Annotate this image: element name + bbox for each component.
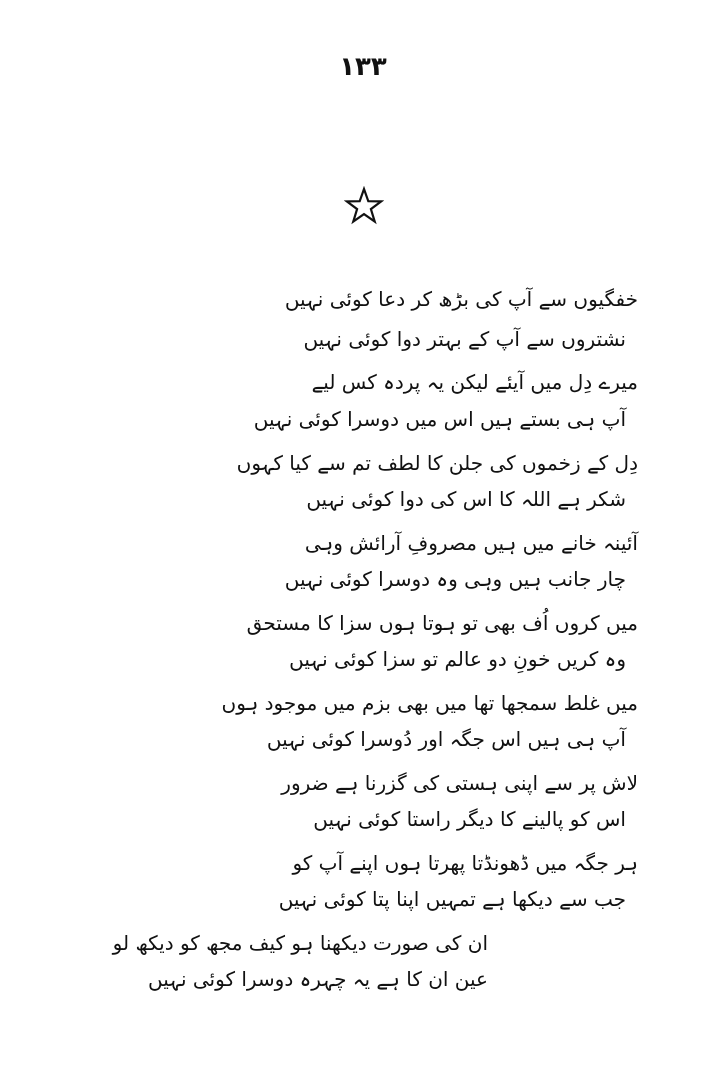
verse-line: دِل کے زخموں کی جلن کا لطف تم سے کیا کہوں (236, 451, 638, 475)
verse-line: اس کو پالینے کا دیگر راستا کوئی نہیں (313, 807, 626, 831)
verse-line: میں غلط سمجھا تھا میں بھی بزم میں موجود ہوں (221, 691, 638, 715)
verse-line: ہر جگہ میں ڈھونڈتا پھرتا ہوں اپنے آپ کو (292, 851, 638, 875)
star-ornament-icon (344, 186, 384, 226)
verse-line: آپ ہی ہیں اس جگہ اور دُوسرا کوئی نہیں (266, 727, 626, 751)
verse-line: وہ کریں خونِ دو عالم تو سزا کوئی نہیں (289, 647, 626, 671)
verse-line: لاش پر سے اپنی ہستی کی گزرنا ہے ضرور (281, 771, 638, 795)
verse-line: شکر ہے اللہ کا اس کی دوا کوئی نہیں (306, 487, 626, 511)
verse-line: عین ان کا ہے یہ چہرہ دوسرا کوئی نہیں (147, 967, 488, 991)
verse-line: آپ ہی بستے ہیں اس میں دوسرا کوئی نہیں (253, 407, 626, 431)
page-number: ۱۳۳ (339, 52, 387, 82)
verse-line: جب سے دیکھا ہے تمہیں اپنا پتا کوئی نہیں (278, 887, 626, 911)
verse-line: میں کروں اُف بھی تو ہوتا ہوں سزا کا مستحق (246, 611, 638, 635)
verse-line: ان کی صورت دیکھنا ہو کیف مجھ کو دیکھ لو (112, 931, 488, 955)
verse-line: نشتروں سے آپ کے بہتر دوا کوئی نہیں (303, 327, 626, 351)
verse-line: خفگیوں سے آپ کی بڑھ کر دعا کوئی نہیں (284, 287, 638, 311)
verse-line: چار جانب ہیں وہی وہ دوسرا کوئی نہیں (284, 567, 626, 591)
verse-line: آئینہ خانے میں ہیں مصروفِ آرائش وہی (304, 531, 638, 555)
verse-line: میرے دِل میں آیئے لیکن یہ پردہ کس لیے (311, 370, 638, 394)
